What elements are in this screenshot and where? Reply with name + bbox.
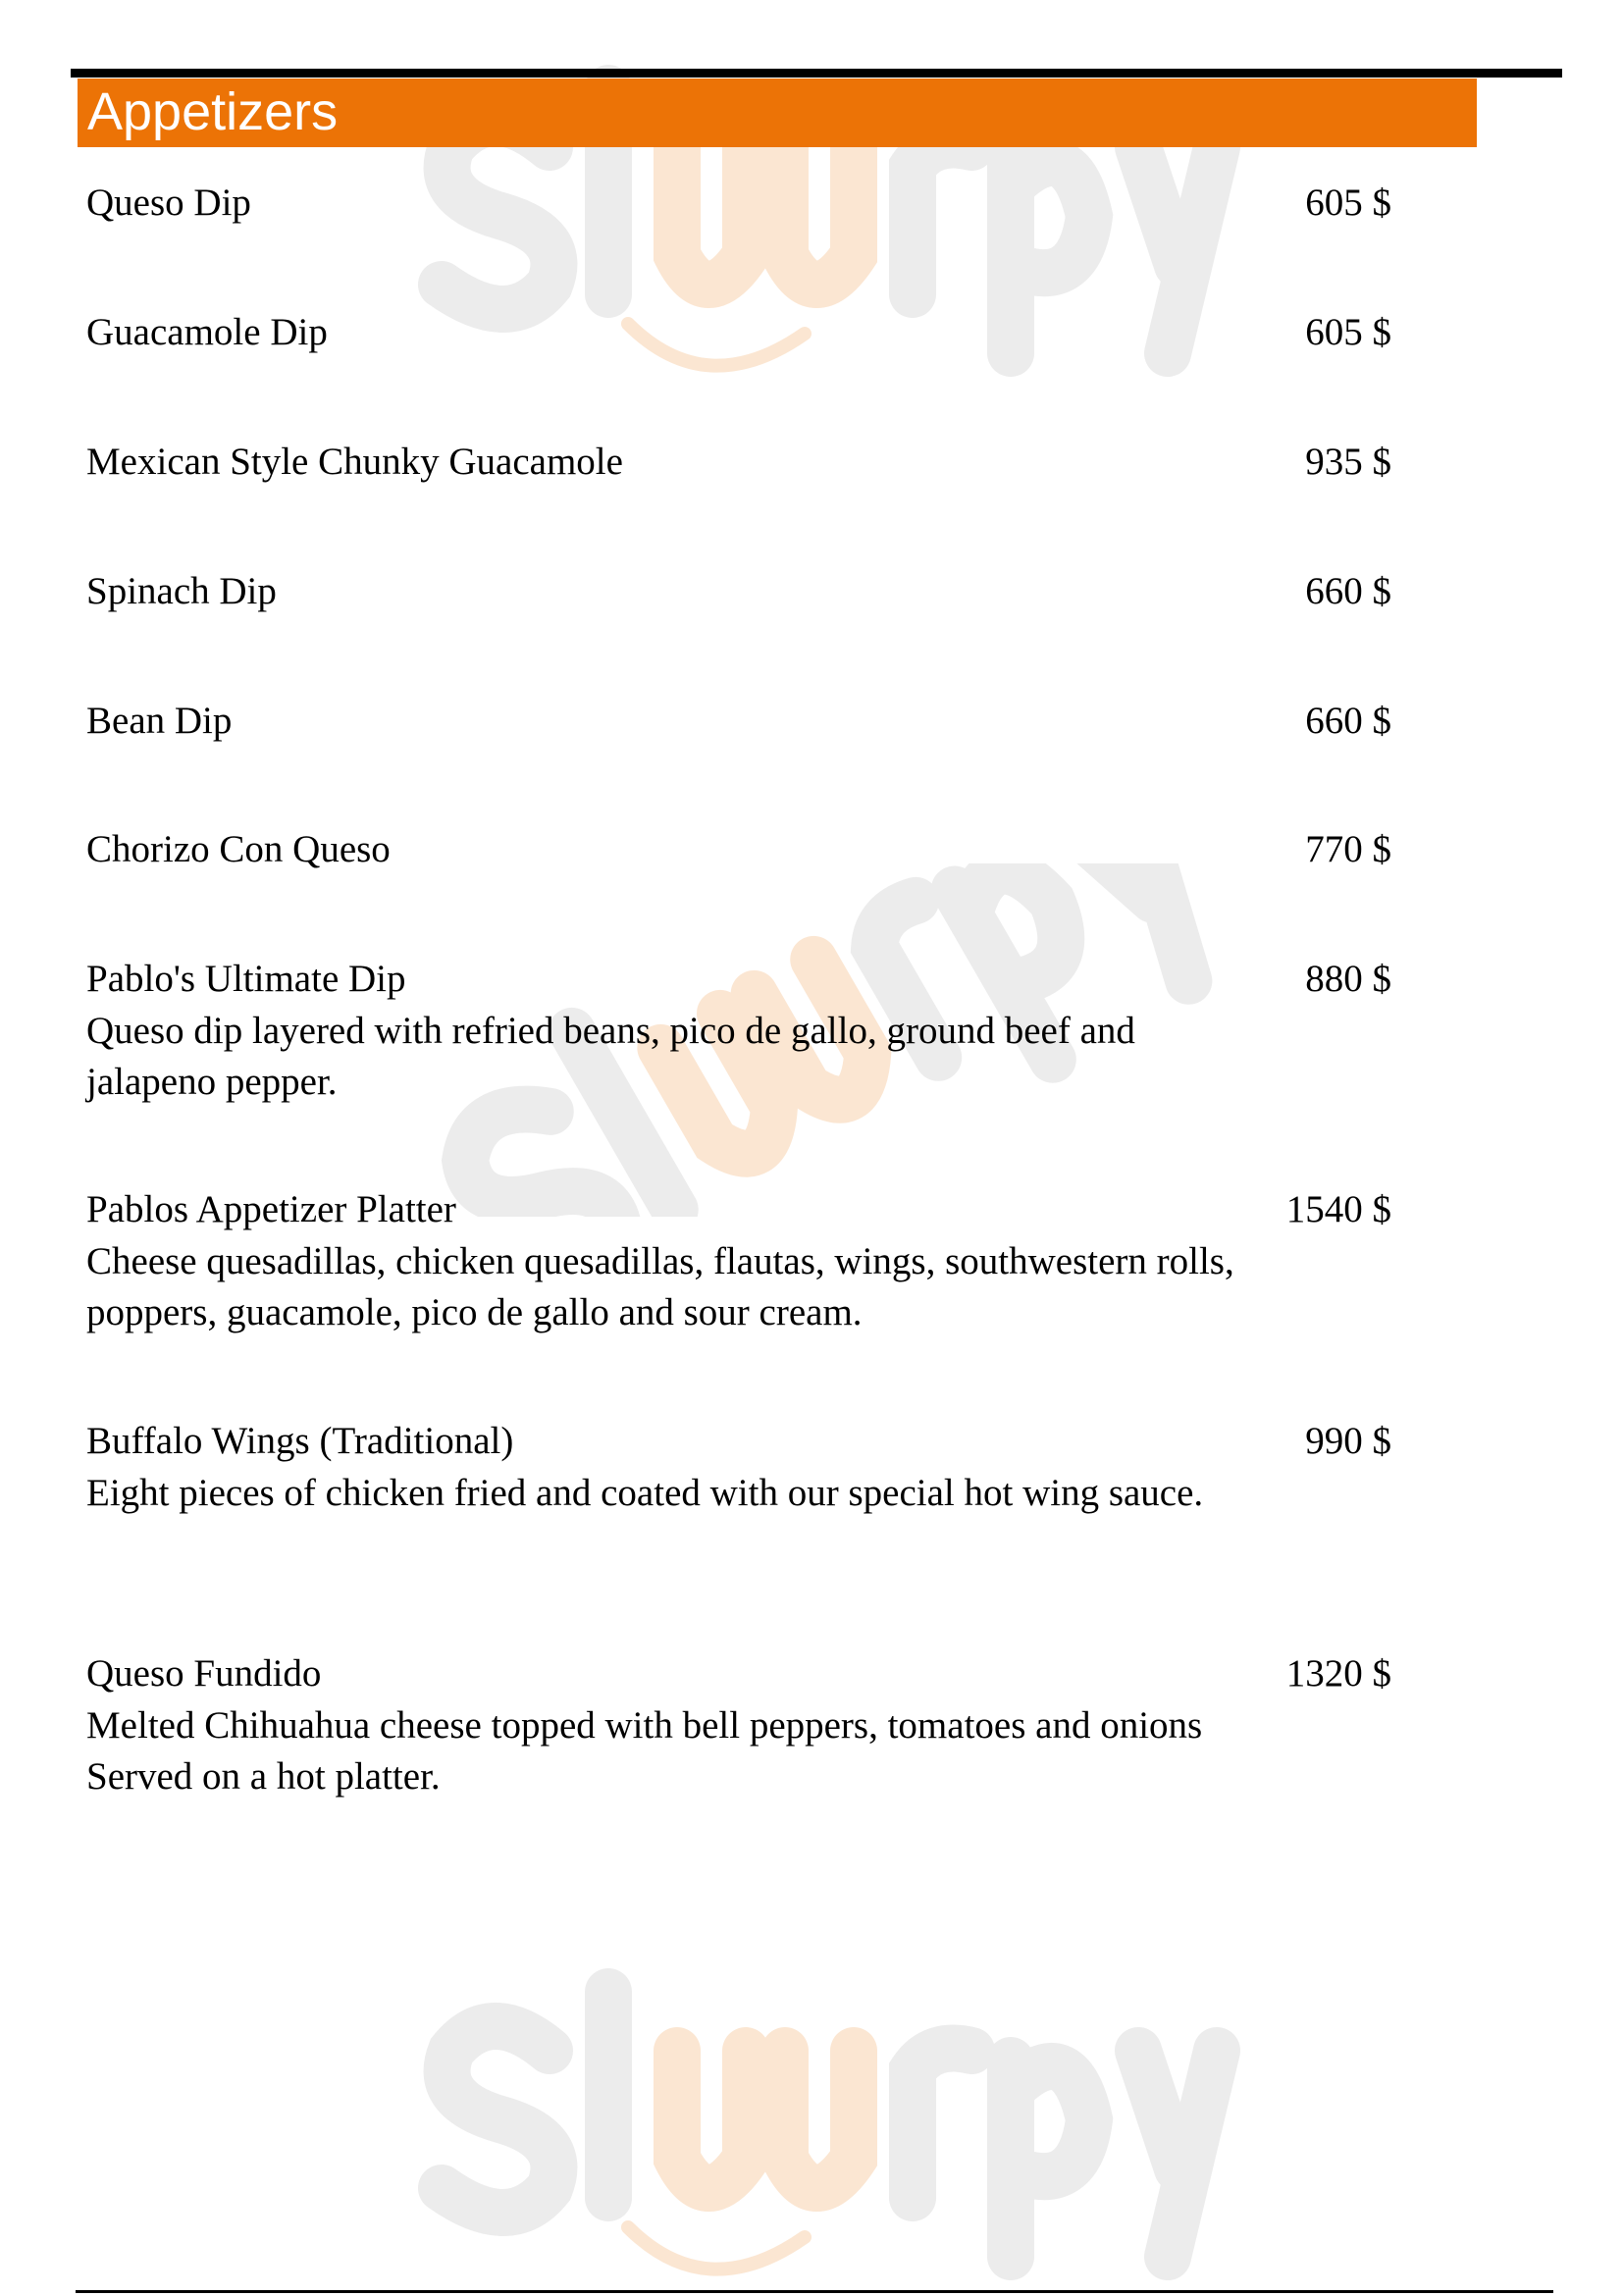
item-name: Mexican Style Chunky Guacamole: [86, 441, 623, 483]
item-name: Pablos Appetizer Platter: [86, 1188, 456, 1230]
item-name: Spinach Dip: [86, 570, 277, 612]
bottom-rule: [76, 2290, 1553, 2293]
item-name: Buffalo Wings (Traditional): [86, 1420, 514, 1462]
item-price: 880 $: [1305, 958, 1391, 1000]
item-name: Chorizo Con Queso: [86, 828, 391, 870]
item-name: Guacamole Dip: [86, 311, 328, 353]
menu-item: [86, 696, 1391, 748]
item-description: Cheese quesadillas, chicken quesadillas, flautas, wings, southwestern rolls, poppers, guacamole, pico de gallo and sour cream.: [86, 1239, 1234, 1333]
item-price: 660 $: [1305, 700, 1391, 742]
menu-item: [86, 954, 1391, 1109]
item-price: 605 $: [1305, 311, 1391, 353]
item-price: 770 $: [1305, 828, 1391, 870]
item-name: Pablo's Ultimate Dip: [86, 958, 406, 1000]
top-rule: [71, 69, 1562, 78]
menu-item: [86, 1416, 1391, 1519]
menu-item: [86, 566, 1391, 618]
item-price: 1540 $: [1285, 1188, 1391, 1230]
item-price: 935 $: [1305, 441, 1391, 483]
menu-item: [86, 307, 1391, 359]
item-price: 660 $: [1305, 570, 1391, 612]
item-description: Melted Chihuahua cheese topped with bell peppers, tomatoes and onions Served on a hot platter.: [86, 1703, 1203, 1798]
item-description: Eight pieces of chicken fried and coated with our special hot wing sauce.: [86, 1471, 1204, 1514]
section-title: Appetizers: [87, 82, 339, 141]
menu-item: [86, 437, 1391, 489]
item-price: 605 $: [1305, 182, 1391, 224]
item-price: 1320 $: [1285, 1652, 1391, 1695]
item-name: Bean Dip: [86, 700, 233, 742]
menu-item: [86, 178, 1391, 230]
item-name: Queso Dip: [86, 182, 251, 224]
menu-item: [86, 824, 1391, 876]
item-price: 990 $: [1305, 1420, 1391, 1462]
item-description: Queso dip layered with refried beans, pico de gallo, ground beef and jalapeno pepper.: [86, 1009, 1135, 1103]
menu-item: [86, 1648, 1391, 1803]
item-name: Queso Fundido: [86, 1652, 322, 1695]
section-header: [78, 78, 1477, 147]
menu-item: [86, 1184, 1391, 1339]
watermark-logo: [0, 1943, 1623, 2296]
